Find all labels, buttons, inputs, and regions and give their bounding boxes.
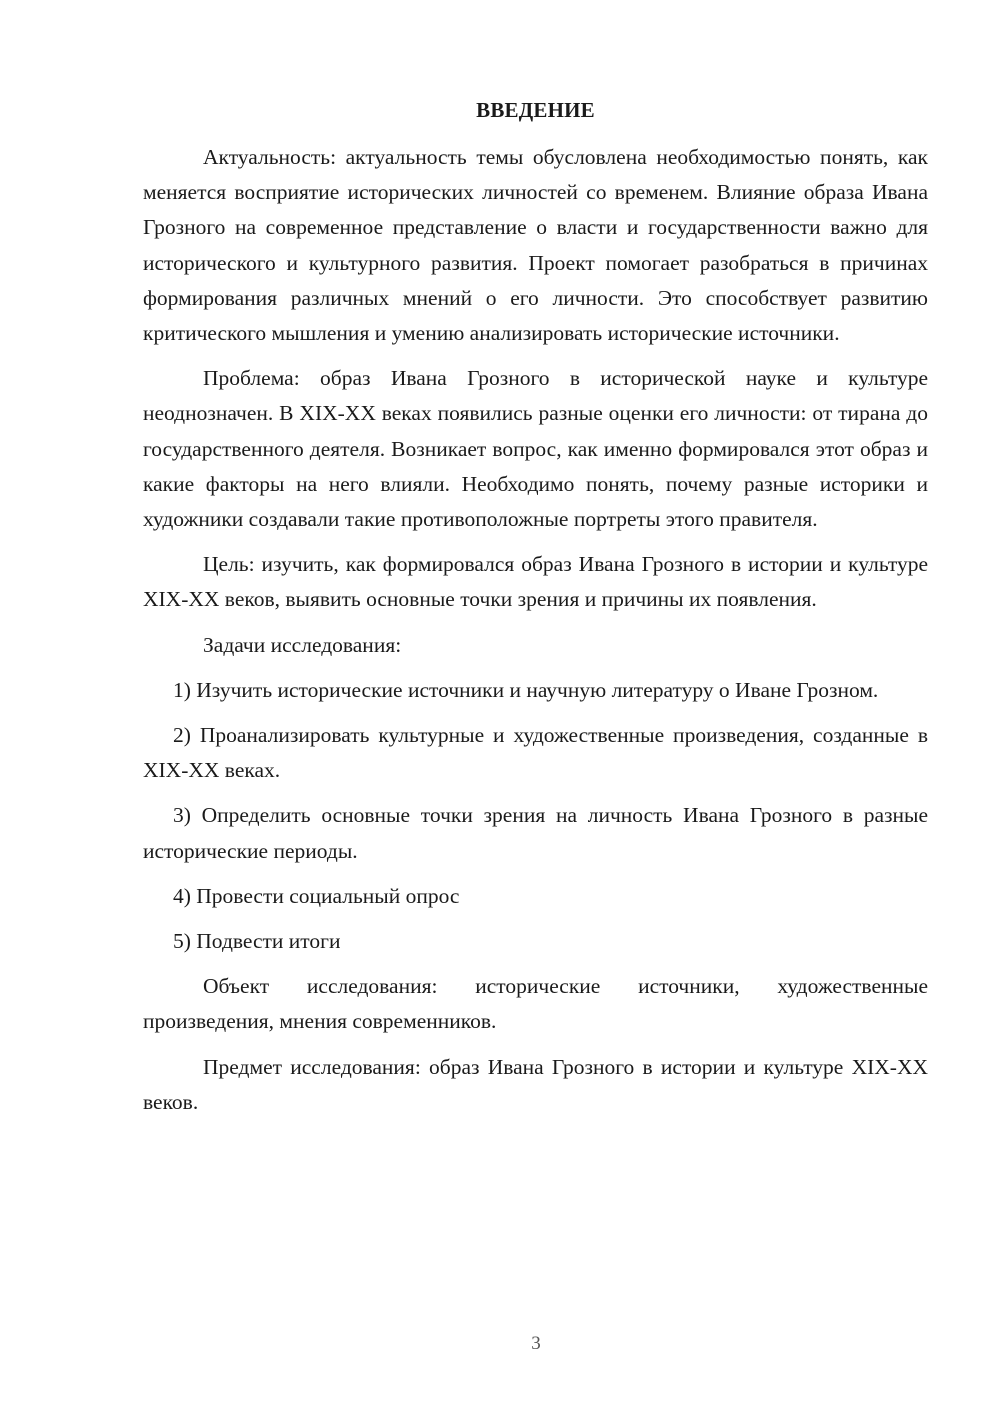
task-item-1: 1) Изучить исторические источники и научную литературу о Иване Грозном.	[173, 677, 879, 702]
page-number: 3	[531, 1333, 541, 1354]
task-item-3: 3) Определить основные точки зрения на личность Ивана Грозного в разные исторические периоды.	[143, 803, 928, 863]
tasks-list	[143, 673, 928, 959]
task-item-5: 5) Подвести итоги	[173, 929, 341, 954]
paragraph-object: Объект исследования: исторические источники, художественные произведения, мнения современников.	[143, 974, 928, 1034]
page-content	[143, 94, 928, 1130]
task-item-2: 2) Проанализировать культурные и художественные произведения, созданные в XIX-XX веках.	[143, 723, 928, 783]
paragraph-relevance: Актуальность: актуальность темы обусловлена необходимостью понять, как меняется восприятие исторических личностей со временем. Влияние образа Ивана Грозного на современное представление о власти и государственности важно для исторического и культурного развития. Проект помогает разобраться в причинах формирования различных мнений о его личности. Это способствует развитию критического мышления и умению анализировать исторические источники.	[143, 145, 928, 346]
task-item-4: 4) Провести социальный опрос	[173, 883, 460, 908]
paragraph-goal: Цель: изучить, как формировался образ Ивана Грозного в истории и культуре XIX-XX веков, выявить основные точки зрения и причины их появления.	[143, 552, 928, 612]
paragraph-subject: Предмет исследования: образ Ивана Грозного в истории и культуре XIX-XX веков.	[143, 1054, 928, 1114]
page-title: ВВЕДЕНИЕ	[476, 98, 595, 122]
tasks-heading: Задачи исследования:	[203, 632, 402, 657]
paragraph-problem: Проблема: образ Ивана Грозного в исторической науке и культуре неоднозначен. В XIX-XX веках появились разные оценки его личности: от тирана до государственного деятеля. Возникает вопрос, как именно формировался этот образ и какие факторы на него влияли. Необходимо понять, почему разные историки и художники создавали такие противоположные портреты этого правителя.	[143, 366, 928, 532]
